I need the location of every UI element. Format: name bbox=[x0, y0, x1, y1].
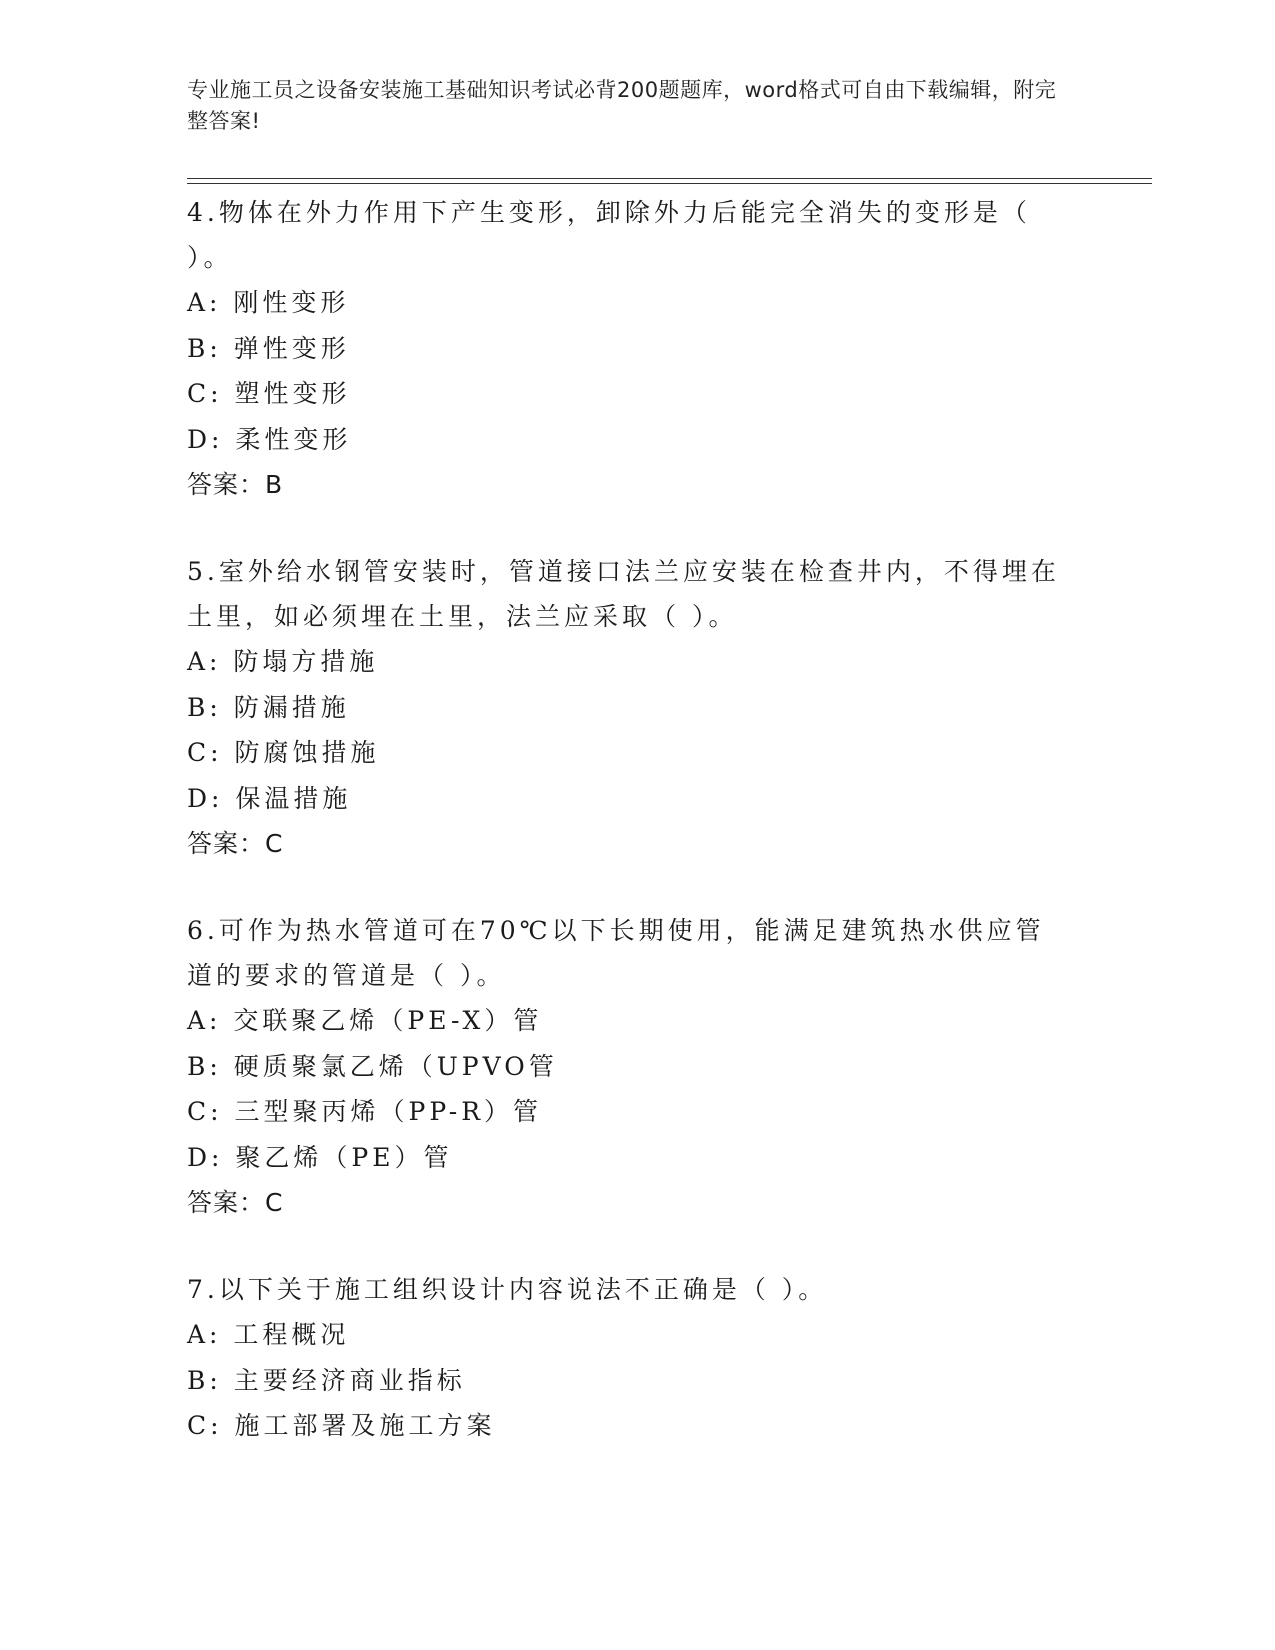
option-d: D: 保温措施 bbox=[187, 783, 352, 813]
answer-label: 答案：B bbox=[187, 470, 284, 499]
question-stem: 5.室外给水钢管安装时，管道接口法兰应安装在检查井内，不得埋在土里，如必须埋在土里，法兰应采取（ ）。 bbox=[187, 557, 1060, 631]
option-b: B: 防漏措施 bbox=[187, 692, 350, 722]
option-a: A: 防塌方措施 bbox=[187, 647, 379, 676]
option-a: A: 工程概况 bbox=[187, 1320, 350, 1349]
option-c: C: 施工部署及施工方案 bbox=[187, 1411, 496, 1440]
header-divider-top bbox=[187, 178, 1152, 179]
answer-label: 答案：C bbox=[187, 829, 284, 858]
option-a: A: 刚性变形 bbox=[187, 288, 350, 317]
question-stem: 7.以下关于施工组织设计内容说法不正确是（ ）。 bbox=[187, 1275, 828, 1304]
option-b: B: 弹性变形 bbox=[187, 333, 350, 363]
question-stem: 4.物体在外力作用下产生变形，卸除外力后能完全消失的变形是（ ）。 bbox=[187, 198, 1031, 272]
answer-label: 答案：C bbox=[187, 1188, 284, 1217]
option-b: B: 硬质聚氯乙烯（UPVO管 bbox=[187, 1051, 558, 1081]
question-5 bbox=[187, 549, 1067, 866]
option-a: A: 交联聚乙烯（PE-X）管 bbox=[187, 1006, 543, 1035]
header-divider-bottom bbox=[187, 183, 1152, 184]
option-b: B: 主要经济商业指标 bbox=[187, 1365, 466, 1395]
question-4 bbox=[187, 190, 1067, 507]
option-d: D: 柔性变形 bbox=[187, 424, 352, 454]
question-stem: 6.可作为热水管道可在70℃以下长期使用，能满足建筑热水供应管道的要求的管道是（ ）。 bbox=[187, 916, 1045, 990]
option-c: C: 防腐蚀措施 bbox=[187, 738, 380, 767]
document-header: 专业施工员之设备安装施工基础知识考试必背200题题库，word格式可自由下载编辑，附完整答案! bbox=[187, 78, 1057, 133]
question-7 bbox=[187, 1267, 1067, 1449]
option-d: D: 聚乙烯（PE）管 bbox=[187, 1142, 453, 1172]
option-c: C: 三型聚丙烯（PP-R）管 bbox=[187, 1097, 543, 1126]
question-6 bbox=[187, 908, 1067, 1225]
option-c: C: 塑性变形 bbox=[187, 379, 351, 408]
question-list bbox=[187, 190, 1067, 1491]
